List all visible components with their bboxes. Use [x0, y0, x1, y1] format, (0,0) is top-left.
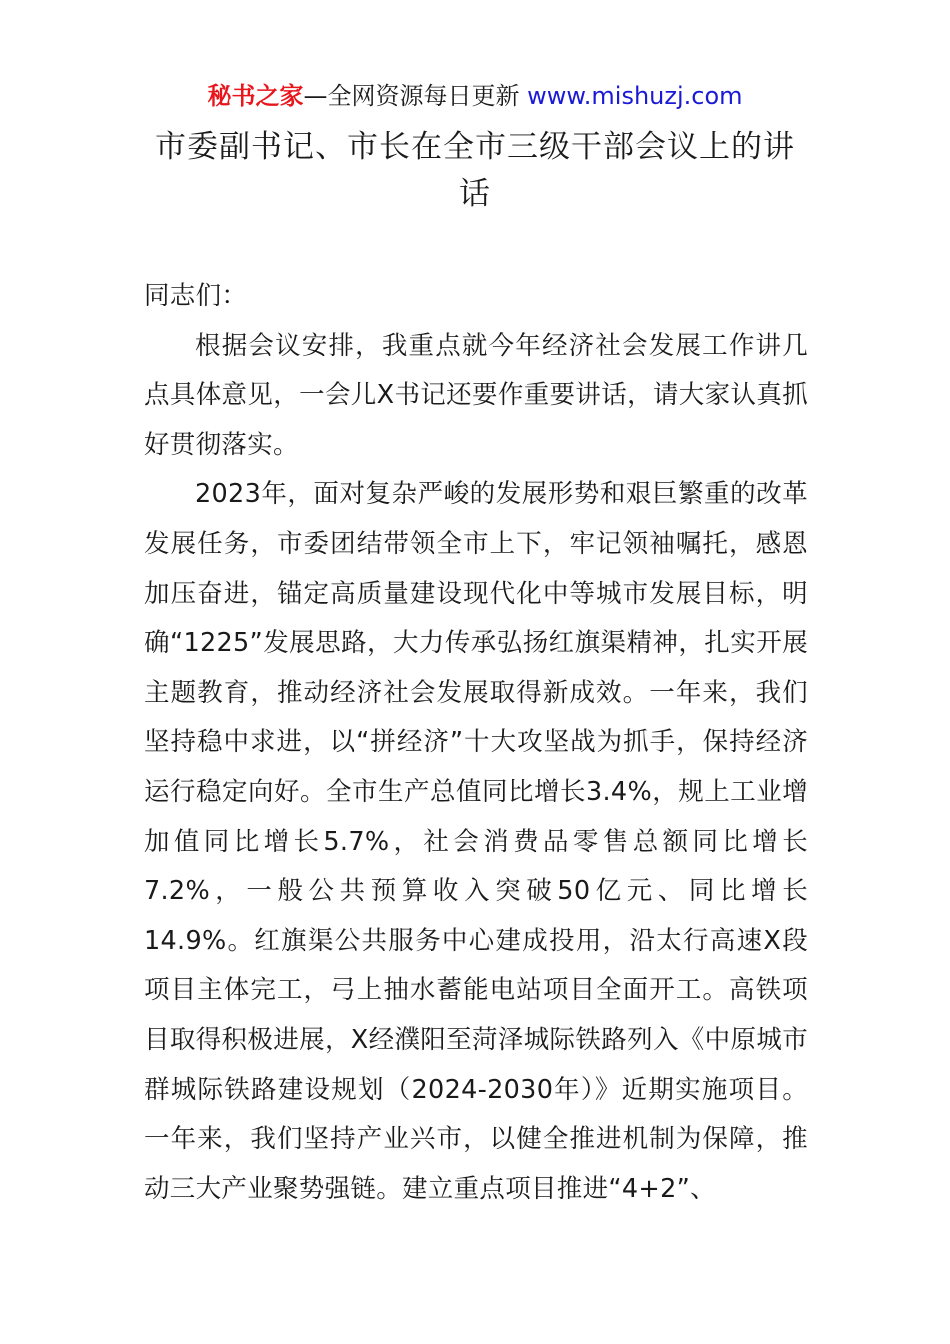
paragraph-2: 2023年，面对复杂严峻的发展形势和艰巨繁重的改革发展任务，市委团结带领全市上下，牢记领袖嘱托，感恩加压奋进，锚定高质量建设现代化中等城市发展目标，明确“1225”发展思路，大力传承弘扬红旗渠精神，扎实开展主题教育，推动经济社会发展取得新成效。一年来，我们坚持稳中求进，以“拼经济”十大攻坚战为抓手，保持经济运行稳定向好。全市生产总值同比增长3.4%，规上工业增加值同比增长5.7%，社会消费品零售总额同比增长7.2%，一般公共预算收入突破50亿元、同比增长14.9%。红旗渠公共服务中心建成投用，沿太行高速X段项目主体完工，弓上抽水蓄能电站项目全面开工。高铁项目取得积极进展，X经濮阳至菏泽城际铁路列入《中原城市群城际铁路建设规划（2024-2030年）》近期实施项目。一年来，我们坚持产业兴市，以健全推进机制为保障，推动三大产业聚势强链。建立重点项目推进“4+2”、	[144, 479, 808, 1204]
banner-tagline: —全网资源每日更新	[303, 82, 528, 110]
site-url-link[interactable]: www.mishuzj.com	[527, 82, 743, 110]
document-title: 市委副书记、市长在全市三级干部会议上的讲话	[155, 129, 795, 212]
document-body	[144, 272, 808, 1214]
paragraph-1: 根据会议安排，我重点就今年经济社会发展工作讲几点具体意见，一会儿X书记还要作重要讲话，请大家认真抓好贯彻落实。	[144, 330, 808, 460]
site-banner	[0, 80, 950, 112]
salutation: 同志们：	[144, 281, 248, 311]
brand-name: 秘书之家	[207, 82, 304, 110]
